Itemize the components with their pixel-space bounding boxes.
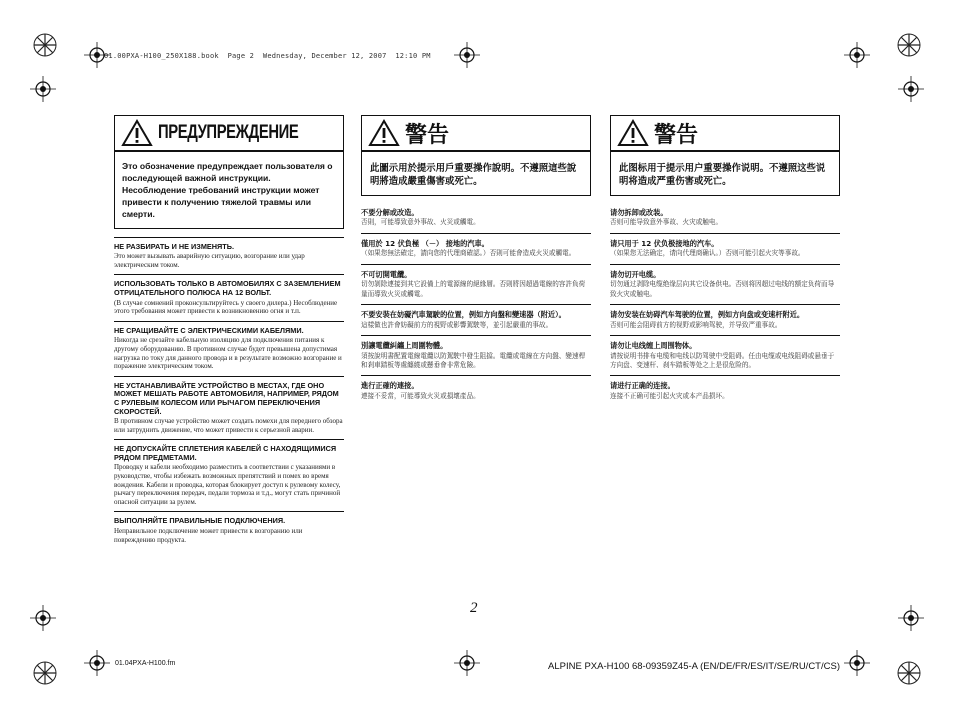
item-title: ИСПОЛЬЗОВАТЬ ТОЛЬКО В АВТОМОБИЛЯХ С ЗАЗЕМЛЕНИЕМ ОТРИЦАТЕЛЬНОГО ПОЛЮСА НА 12 ВОЛЬТ. [114, 279, 341, 297]
simplified-chinese-warning-column [610, 115, 840, 406]
list-item [610, 305, 840, 336]
registration-mark-icon [844, 650, 870, 676]
warning-triangle-icon [368, 119, 400, 147]
item-body: 這樣做也許會妨礙前方的視野或影響駕駛等，並引起嚴重的事故。 [361, 320, 553, 329]
item-title: 不要分解或改造。 [361, 207, 419, 217]
item-title: 別讓電纜糾纏上周圍物體。 [361, 341, 448, 350]
warning-box [610, 115, 840, 196]
list-item [610, 336, 840, 376]
item-title: 请进行正确的连接。 [610, 381, 675, 391]
item-body: 否则可能会阻碍前方的视野或影响驾驶，并导致严重事故。 [610, 320, 782, 329]
list-item [114, 377, 344, 441]
footer-filename: 01.04PXA-H100.fm [115, 660, 176, 667]
list-item [114, 275, 344, 321]
warning-header [115, 116, 343, 150]
item-body: 連接不妥當，可能導致火災或損壞產品。 [361, 392, 480, 400]
item-title: 不要安裝在妨礙汽車駕駛的位置，例如方向盤和變速器（附近）。 [361, 310, 566, 319]
book-header-line: 01.00PXA-H100_250X188.book Page 2 Wednesday, December 12, 2007 12:10 PM [104, 52, 431, 60]
item-title: 请勿让电线缠上周围物体。 [610, 341, 697, 350]
item-body: Это может вызывать аварийную ситуацию, возгорание или удар электрическим током. [114, 252, 305, 269]
item-body: 否則，可能導致意外事故、火災或觸電。 [361, 218, 480, 227]
item-body: 切勿通过剥除电缆绝缘层向其它设备供电。否则将因超过电线的额定负荷而导致火灾或触电。 [610, 280, 835, 298]
warning-triangle-icon [617, 119, 649, 147]
item-body: 请按说明书排布电缆和电线以防驾驶中受阻碍。任由电缆或电线阻碍或悬垂于方向盘、变速杆、刹车踏板等处之上是很危险的。 [610, 351, 835, 369]
list-item [610, 234, 840, 265]
registration-mark-icon [84, 650, 110, 676]
warning-box [361, 115, 591, 196]
registration-mark-icon [84, 42, 110, 68]
item-body: （如果您无法确定，请向代理商确认。）否则可能引起火灾等事故。 [610, 249, 805, 258]
list-item [114, 440, 344, 512]
item-title: 请勿安装在妨碍汽车驾驶的位置，例如方向盘或变速杆附近。 [610, 310, 805, 319]
warning-title: ПРЕДУПРЕЖДЕНИЕ [158, 122, 299, 143]
item-title: НЕ ДОПУСКАЙТЕ СПЛЕТЕНИЯ КАБЕЛЕЙ С НАХОДЯЩИМИСЯ РЯДОМ ПРЕДМЕТАМИ. [114, 444, 337, 462]
item-body: （如果您無法確定，請向您的代理商確認。）否則可能會造成火災或觸電。 [361, 249, 576, 258]
item-title: 请勿切开电缆。 [610, 269, 661, 279]
item-body: (В случае сомнений проконсультируйтесь у своего дилера.) Несоблюдение этого требования может привести к возникновению огня и т.п. [114, 298, 338, 316]
item-title: 请只用于 12 伏负极接地的汽车。 [610, 238, 719, 248]
warning-list [114, 237, 344, 550]
registration-mark-icon [898, 76, 924, 102]
warning-description: 此圖示用於提示用戶重要操作說明。不遵照這些說明將造成嚴重傷害或死亡。 [370, 161, 577, 186]
warning-triangle-icon [121, 119, 153, 147]
list-item [114, 238, 344, 276]
list-item [361, 305, 591, 336]
item-title: НЕ СРАЩИВАЙТЕ С ЭЛЕКТРИЧЕСКИМИ КАБЕЛЯМИ. [114, 325, 304, 335]
warning-box [114, 115, 344, 229]
warning-list [361, 204, 591, 407]
list-item [114, 322, 344, 377]
item-title: 请勿拆卸或改装。 [610, 207, 668, 217]
list-item [114, 512, 344, 549]
item-title: НЕ УСТАНАВЛИВАЙТЕ УСТРОЙСТВО В МЕСТАХ, ГДЕ ОНО МОЖЕТ МЕШАТЬ РАБОТЕ АВТОМОБИЛЯ, НАПРИМЕР, РЯДОМ С РУЛЕВЫМ КОЛЕСОМ ИЛИ РЫЧАГОМ ПЕРЕКЛЮЧЕНИЯ СКОРОСТЕЙ. [114, 380, 339, 416]
footer-document-id: ALPINE PXA-H100 68-09359Z45-A (EN/DE/FR/ES/IT/SE/RU/CT/CS) [548, 661, 840, 672]
color-target-icon [30, 658, 60, 688]
item-body: 连接不正确可能引起火灾或本产品损坏。 [610, 392, 729, 400]
item-body: Неправильное подключение может привести к возгоранию или повреждению продукта. [114, 527, 303, 544]
registration-mark-icon [844, 42, 870, 68]
warning-description: Это обозначение предупреждает пользователя о последующей важной инструкции. Несоблюдение требований инструкции может привести к получению тяжелой травмы или смерти. [122, 160, 333, 219]
warning-header [611, 116, 839, 150]
warning-list [610, 204, 840, 407]
item-title: 僅用於 12 伏負極 （－） 接地的汽車。 [361, 238, 489, 248]
color-target-icon [894, 658, 924, 688]
registration-mark-icon [30, 76, 56, 102]
item-body: Проводку и кабели необходимо разместить в соответствии с указаниями в руководстве, чтобы избежать возможных препятствий и помех во время вождения. Кабели и проводка, которая блокирует доступ к рулевому колесу, рычагу переключения передач, педали тормоза и т.д., могут стать причиной опасной ситуации за рулем. [114, 463, 341, 506]
item-title: НЕ РАЗБИРАТЬ И НЕ ИЗМЕНЯТЬ. [114, 241, 235, 251]
list-item [361, 265, 591, 305]
list-item [610, 376, 840, 406]
list-item [361, 376, 591, 406]
item-title: 不可切開電纜。 [361, 269, 412, 279]
warning-description: 此图标用于提示用户重要操作说明。不遵照这些说明将造成严重伤害或死亡。 [619, 161, 826, 186]
list-item [361, 204, 591, 234]
item-body: В противном случае устройство может создать помехи для переднего обзора или затруднить движение, что может привести к серьезной аварии. [114, 417, 343, 434]
color-target-icon [894, 30, 924, 60]
warning-title: 警告 [405, 122, 450, 148]
item-body: Никогда не срезайте кабельную изоляцию для подключения питания к другому оборудованию. В противном случае будет превышена допустимая нагрузка по току для данного провода и в результате возможно возгорание и поражение электрическим током. [114, 336, 342, 371]
registration-mark-icon [454, 42, 480, 68]
registration-mark-icon [898, 605, 924, 631]
list-item [610, 265, 840, 305]
traditional-chinese-warning-column [361, 115, 591, 406]
registration-mark-icon [30, 605, 56, 631]
list-item [610, 204, 840, 234]
warning-header [362, 116, 590, 150]
russian-warning-column [114, 115, 344, 549]
registration-mark-icon [454, 650, 480, 676]
item-body: 須按說明書配置電線電纜以防駕駛中發生阻擋。電纜或電線在方向盤、變速桿和剎車踏板等處纏繞或懸垂會非常危險。 [361, 351, 586, 369]
item-body: 切勿剝除連接到其它設備上的電源線的絕緣層。否則將因超過電線的容許負荷量而導致火災或觸電。 [361, 280, 586, 298]
list-item [361, 336, 591, 376]
item-body: 否则可能导致意外事故、火灾或触电。 [610, 218, 723, 227]
item-title: 進行正確的連接。 [361, 381, 419, 391]
list-item [361, 234, 591, 265]
warning-title: 警告 [654, 122, 699, 148]
item-title: ВЫПОЛНЯЙТЕ ПРАВИЛЬНЫЕ ПОДКЛЮЧЕНИЯ. [114, 516, 286, 526]
page-number: 2 [470, 600, 478, 616]
color-target-icon [30, 30, 60, 60]
